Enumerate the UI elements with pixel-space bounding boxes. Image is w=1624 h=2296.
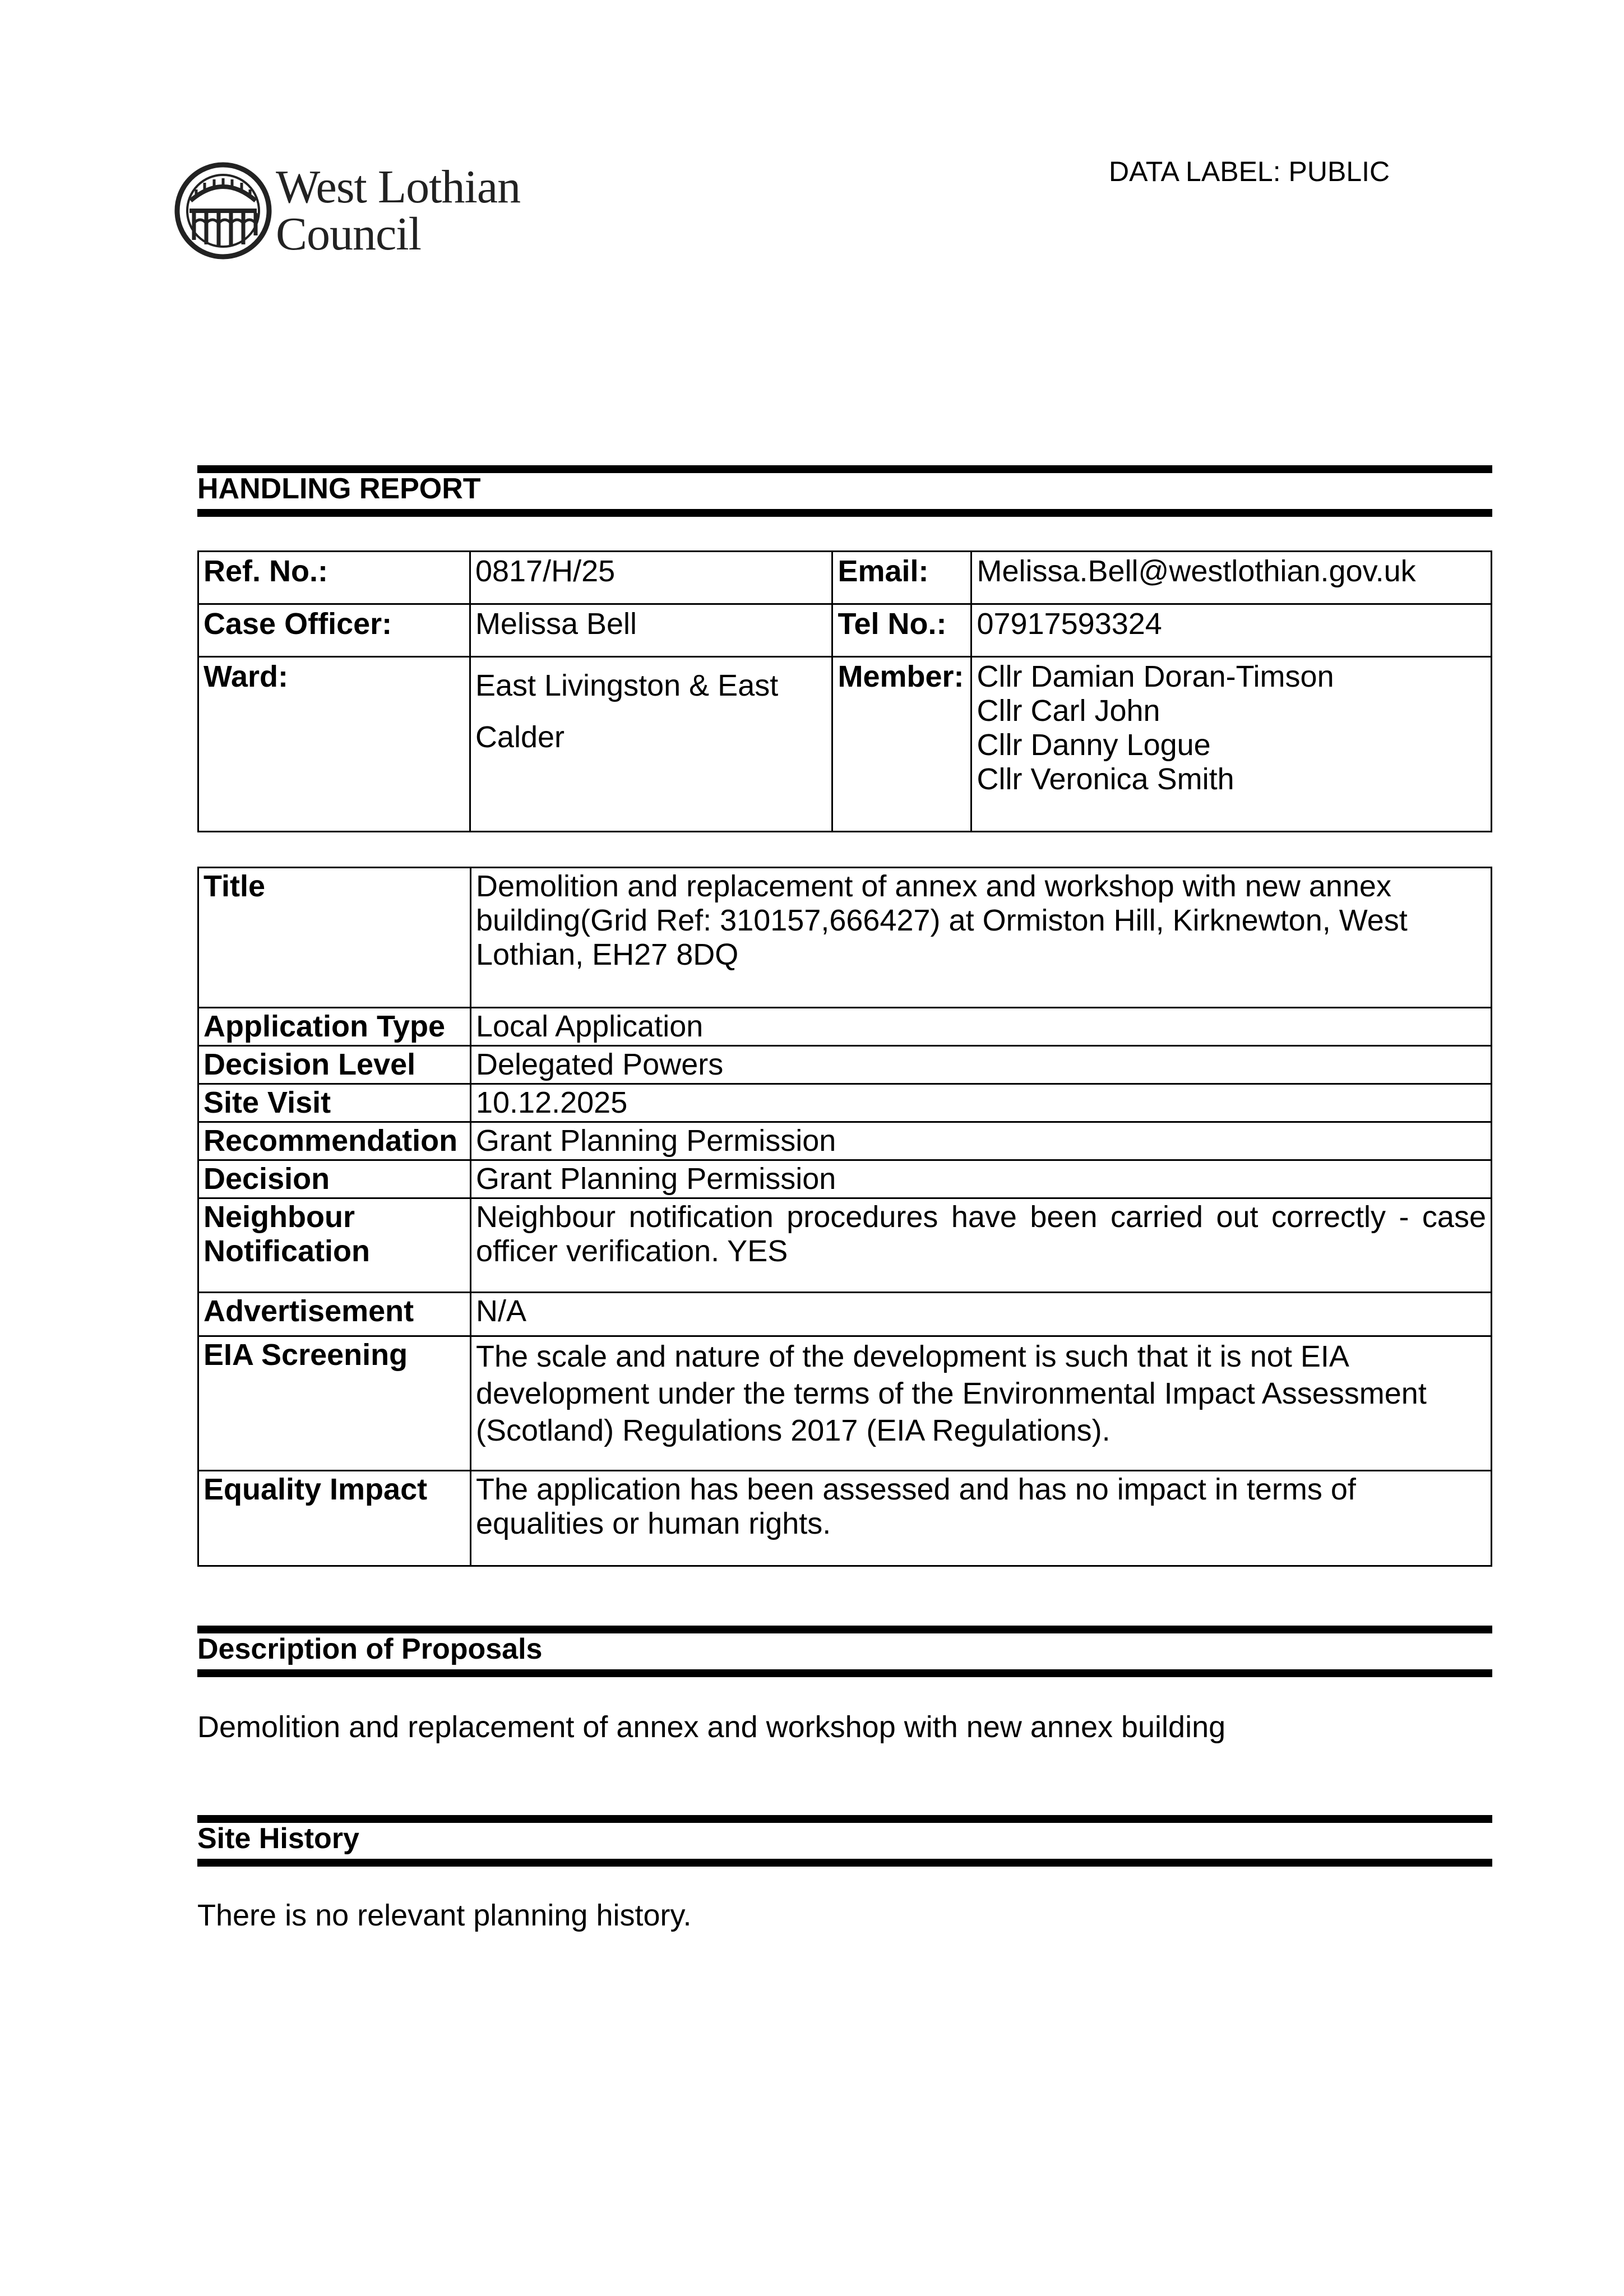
table-row (198, 1293, 1492, 1336)
eia-value: The scale and nature of the development is such that it is not EIA development under the terms of the Environmental Impact Assessment (Scotland) Regulations 2017 (EIA Regulations). (470, 1336, 1491, 1471)
ward-label: Ward: (198, 657, 470, 832)
equality-value: The application has been assessed and has no impact in terms of equalities or human rights. (470, 1471, 1491, 1566)
handling-report-bar (197, 465, 1492, 517)
description-bar (197, 1626, 1492, 1677)
table-row (198, 1008, 1492, 1046)
data-label: DATA LABEL: PUBLIC (1109, 156, 1390, 187)
table-row (198, 1046, 1492, 1084)
council-emblem-icon (174, 161, 272, 260)
decision-label: Decision (198, 1160, 471, 1198)
decision-value: Grant Planning Permission (470, 1160, 1491, 1198)
recommendation-value: Grant Planning Permission (470, 1122, 1491, 1160)
site-visit-value: 10.12.2025 (470, 1084, 1491, 1122)
neighbour-label (198, 1198, 471, 1293)
app-type-value: Local Application (470, 1008, 1491, 1046)
decision-level-value: Delegated Powers (470, 1046, 1491, 1084)
title-label: Title (198, 868, 471, 1008)
description-heading: Description of Proposals (197, 1633, 543, 1665)
officer-label: Case Officer: (198, 604, 470, 657)
advert-value: N/A (470, 1293, 1491, 1336)
neighbour-value: Neighbour notification procedures have been carried out correctly - case officer verification. YES (470, 1198, 1491, 1293)
history-text: There is no relevant planning history. (197, 1899, 692, 1932)
list-item: Cllr Danny Logue (977, 728, 1211, 762)
site-visit-label: Site Visit (198, 1084, 471, 1122)
logo-line-2: Council (276, 208, 421, 260)
list-item: Cllr Damian Doran-Timson (977, 660, 1334, 693)
details-table (197, 867, 1492, 1567)
table-row (198, 1336, 1492, 1471)
handling-report-heading: HANDLING REPORT (197, 473, 481, 505)
ref-value: 0817/H/25 (470, 552, 832, 604)
recommendation-label: Recommendation (198, 1122, 471, 1160)
member-label: Member: (832, 657, 971, 832)
table-row (198, 868, 1492, 1008)
equality-label: Equality Impact (198, 1471, 471, 1566)
list-item: Cllr Veronica Smith (977, 762, 1234, 796)
officer-value: Melissa Bell (470, 604, 832, 657)
neighbour-label-line-2: Notification (203, 1234, 370, 1268)
tel-value: 07917593324 (971, 604, 1492, 657)
history-bar (197, 1815, 1492, 1867)
table-row (198, 1198, 1492, 1293)
ward-value (470, 657, 832, 832)
ward-value-line-1: East Livingston & East (475, 669, 779, 702)
table-row (198, 1122, 1492, 1160)
list-item: Cllr Carl John (977, 694, 1160, 728)
tel-label: Tel No.: (832, 604, 971, 657)
email-label: Email: (832, 552, 971, 604)
table-row (198, 1471, 1492, 1566)
eia-label: EIA Screening (198, 1336, 471, 1471)
advert-label: Advertisement (198, 1293, 471, 1336)
title-value: Demolition and replacement of annex and workshop with new annex building(Grid Ref: 310157,666427) at Ormiston Hill, Kirknewton, West Lothian, EH27 8DQ (470, 868, 1491, 1008)
officer-table (197, 550, 1492, 832)
decision-level-label: Decision Level (198, 1046, 471, 1084)
logo-line-1: West Lothian (276, 161, 521, 213)
ward-value-line-2: Calder (475, 720, 565, 754)
app-type-label: Application Type (198, 1008, 471, 1046)
logo-wordmark (276, 161, 521, 260)
ref-label: Ref. No.: (198, 552, 470, 604)
history-heading: Site History (197, 1822, 359, 1855)
council-logo (174, 161, 555, 268)
member-list (971, 657, 1492, 832)
table-row (198, 604, 1492, 657)
neighbour-label-line-1: Neighbour (203, 1200, 355, 1234)
email-value[interactable]: Melissa.Bell@westlothian.gov.uk (971, 552, 1492, 604)
description-text: Demolition and replacement of annex and workshop with new annex building (197, 1710, 1226, 1744)
table-row (198, 1084, 1492, 1122)
table-row (198, 657, 1492, 832)
table-row (198, 552, 1492, 604)
table-row (198, 1160, 1492, 1198)
